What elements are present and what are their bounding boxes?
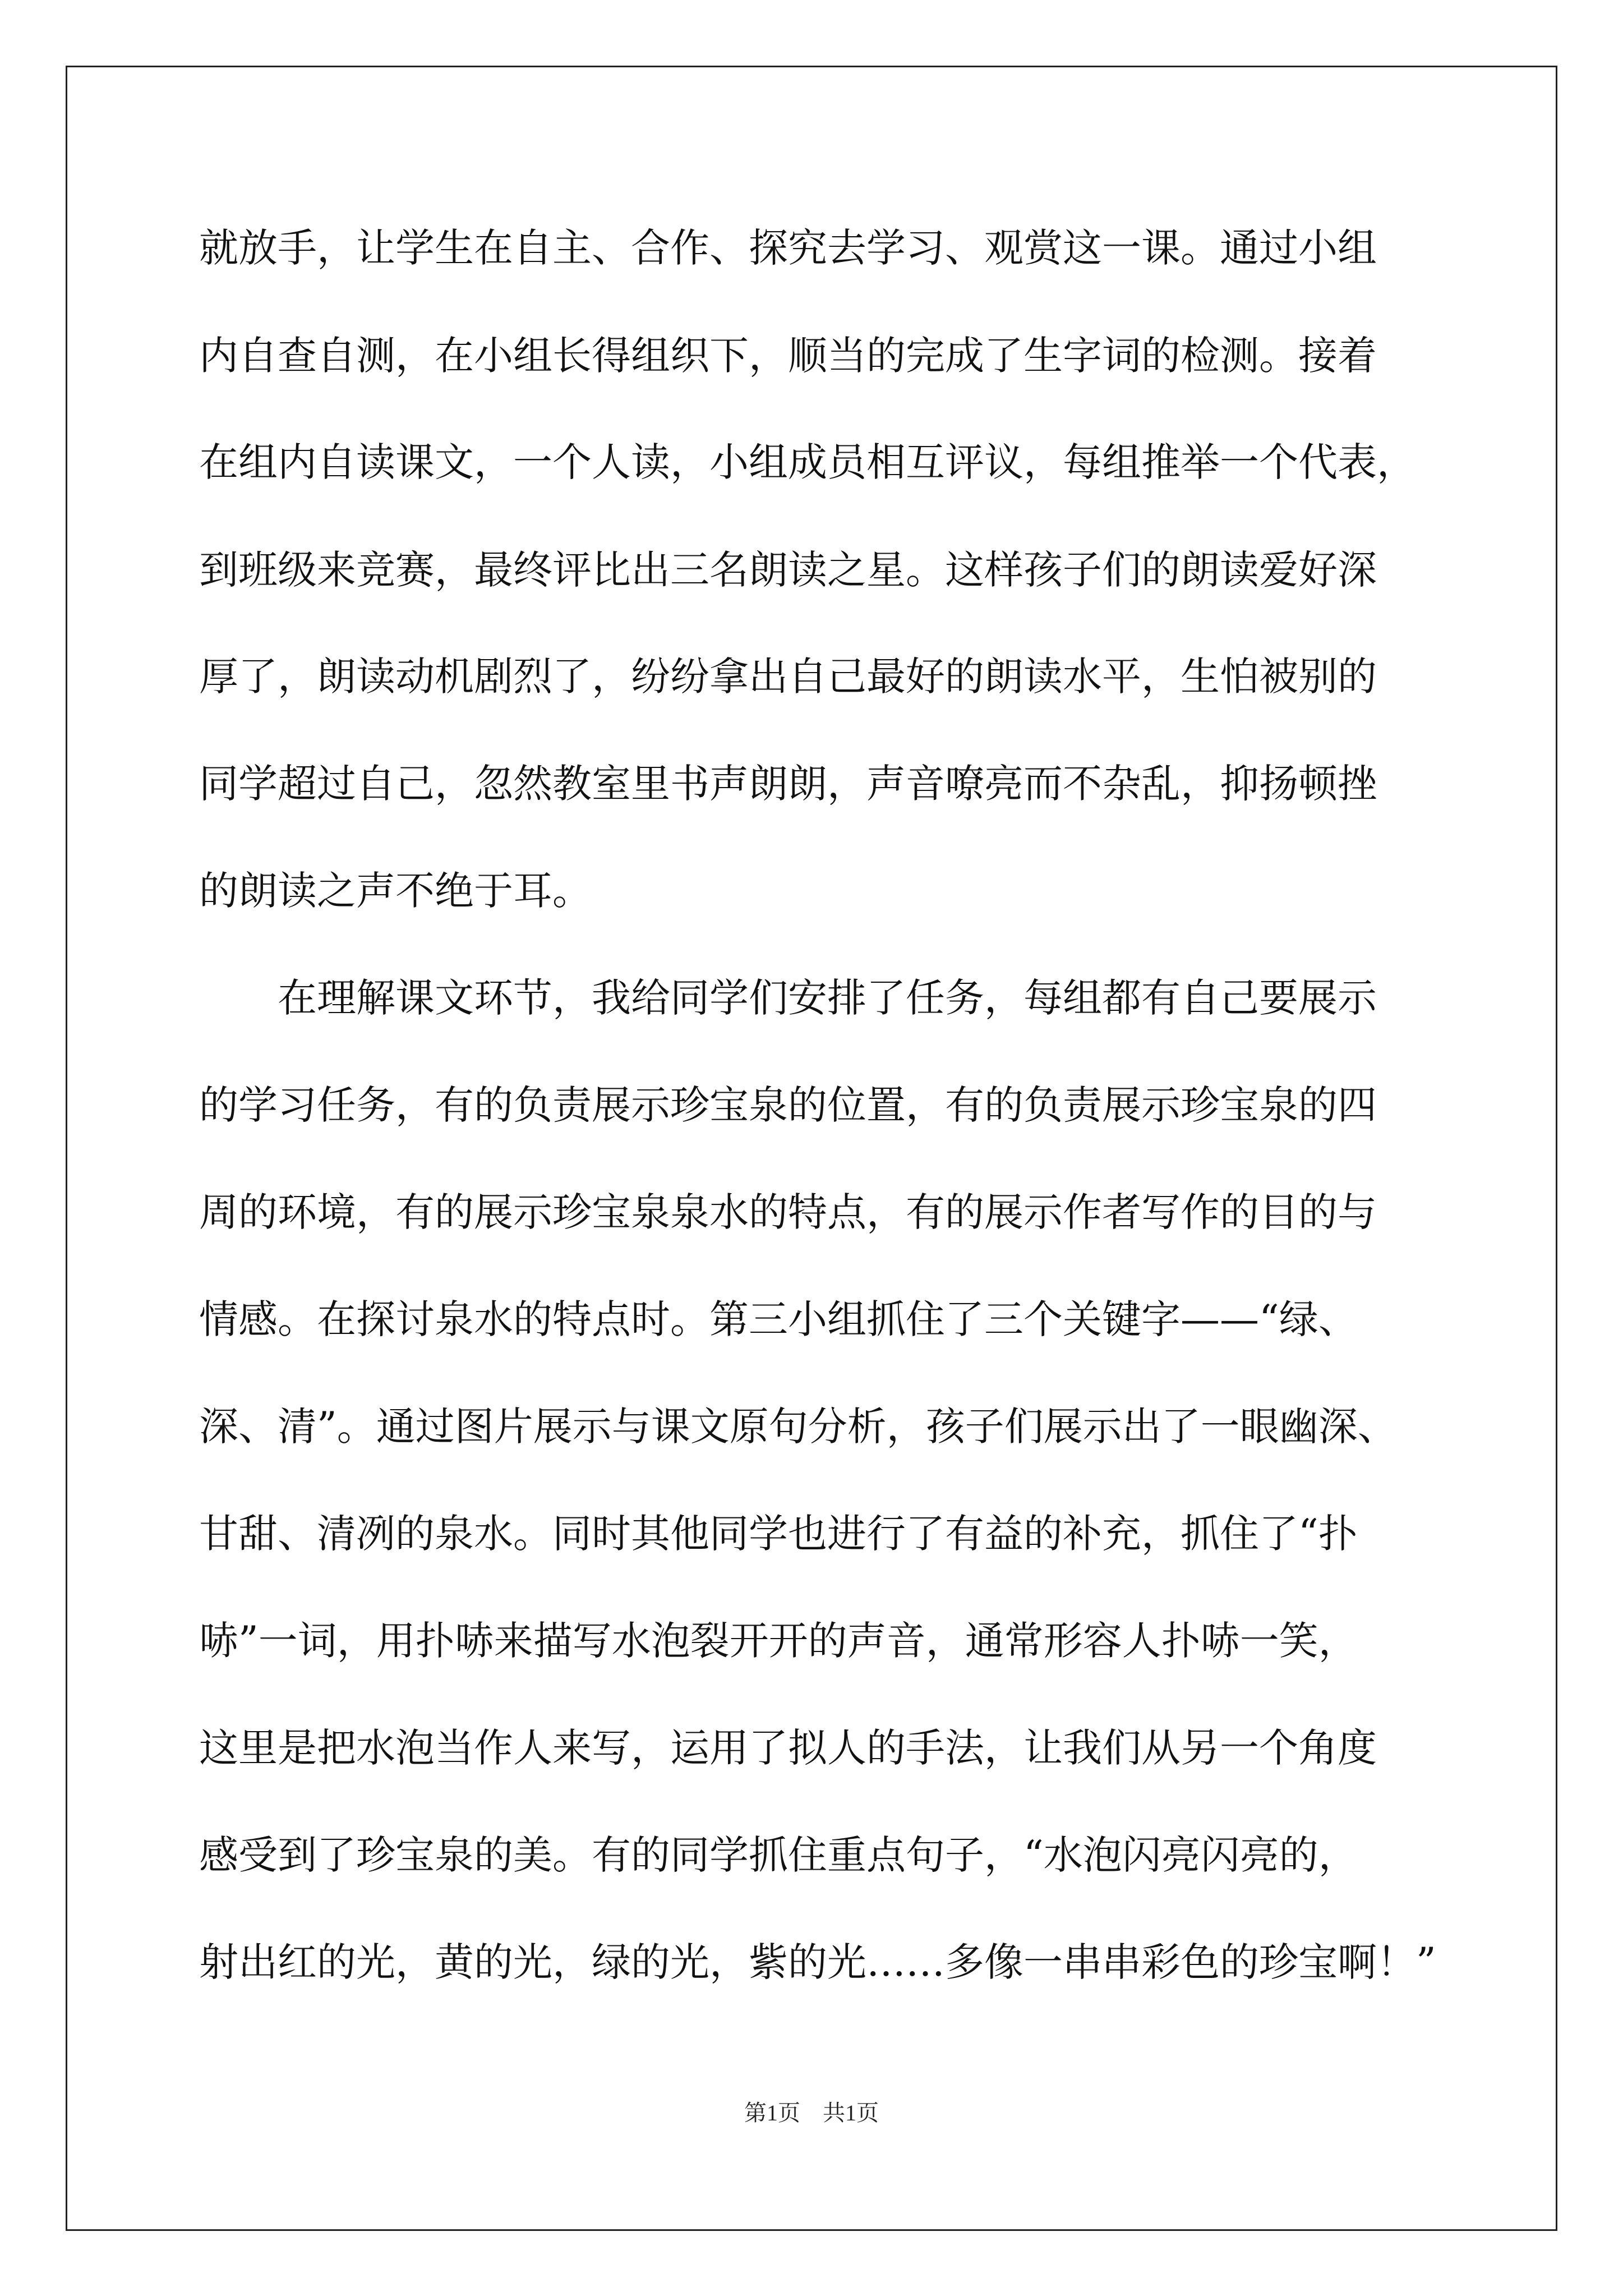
text-line: 哧”一词，用扑哧来描写水泡裂开开的声音，通常形容人扑哧一笑， <box>199 1618 1358 1664</box>
text-line: 在理解课文环节，我给同学们安排了任务，每组都有自己要展示 <box>199 975 1377 1021</box>
text-line: 感受到了珍宝泉的美。有的同学抓住重点句子，“水泡闪亮闪亮的， <box>199 1832 1358 1878</box>
text-line: 的学习任务，有的负责展示珍宝泉的位置，有的负责展示珍宝泉的四 <box>199 1082 1377 1128</box>
text-line: 射出红的光，黄的光，绿的光，紫的光……多像一串串彩色的珍宝啊！” <box>199 1939 1436 1985</box>
text-line: 到班级来竞赛，最终评比出三名朗读之星。这样孩子们的朗读爱好深 <box>199 547 1377 593</box>
page-border <box>66 66 1557 2231</box>
text-line: 甘甜、清冽的泉水。同时其他同学也进行了有益的补充，抓住了“扑 <box>199 1511 1358 1557</box>
text-line: 就放手，让学生在自主、合作、探究去学习、观赏这一课。通过小组 <box>199 225 1377 271</box>
text-line: 在组内自读课文，一个人读，小组成员相互评议，每组推举一个代表， <box>199 439 1416 485</box>
text-line: 这里是把水泡当作人来写，运用了拟人的手法，让我们从另一个角度 <box>199 1725 1377 1771</box>
text-line: 内自查自测，在小组长得组织下，顺当的完成了生字词的检测。接着 <box>199 333 1377 379</box>
text-line: 同学超过自己，忽然教室里书声朗朗，声音嘹亮而不杂乱，抑扬顿挫 <box>199 761 1377 807</box>
text-line: 情感。在探讨泉水的特点时。第三小组抓住了三个关键字——“绿、 <box>199 1296 1358 1342</box>
text-line: 周的环境，有的展示珍宝泉泉水的特点，有的展示作者写作的目的与 <box>199 1189 1377 1235</box>
text-line: 的朗读之声不绝于耳。 <box>199 868 592 914</box>
text-line: 厚了，朗读动机剧烈了，纷纷拿出自己最好的朗读水平，生怕被别的 <box>199 654 1377 700</box>
text-line: 深、清”。通过图片展示与课文原句分析，孩子们展示出了一眼幽深、 <box>199 1404 1397 1450</box>
page-footer: 第1页 共1页 <box>744 2100 879 2125</box>
